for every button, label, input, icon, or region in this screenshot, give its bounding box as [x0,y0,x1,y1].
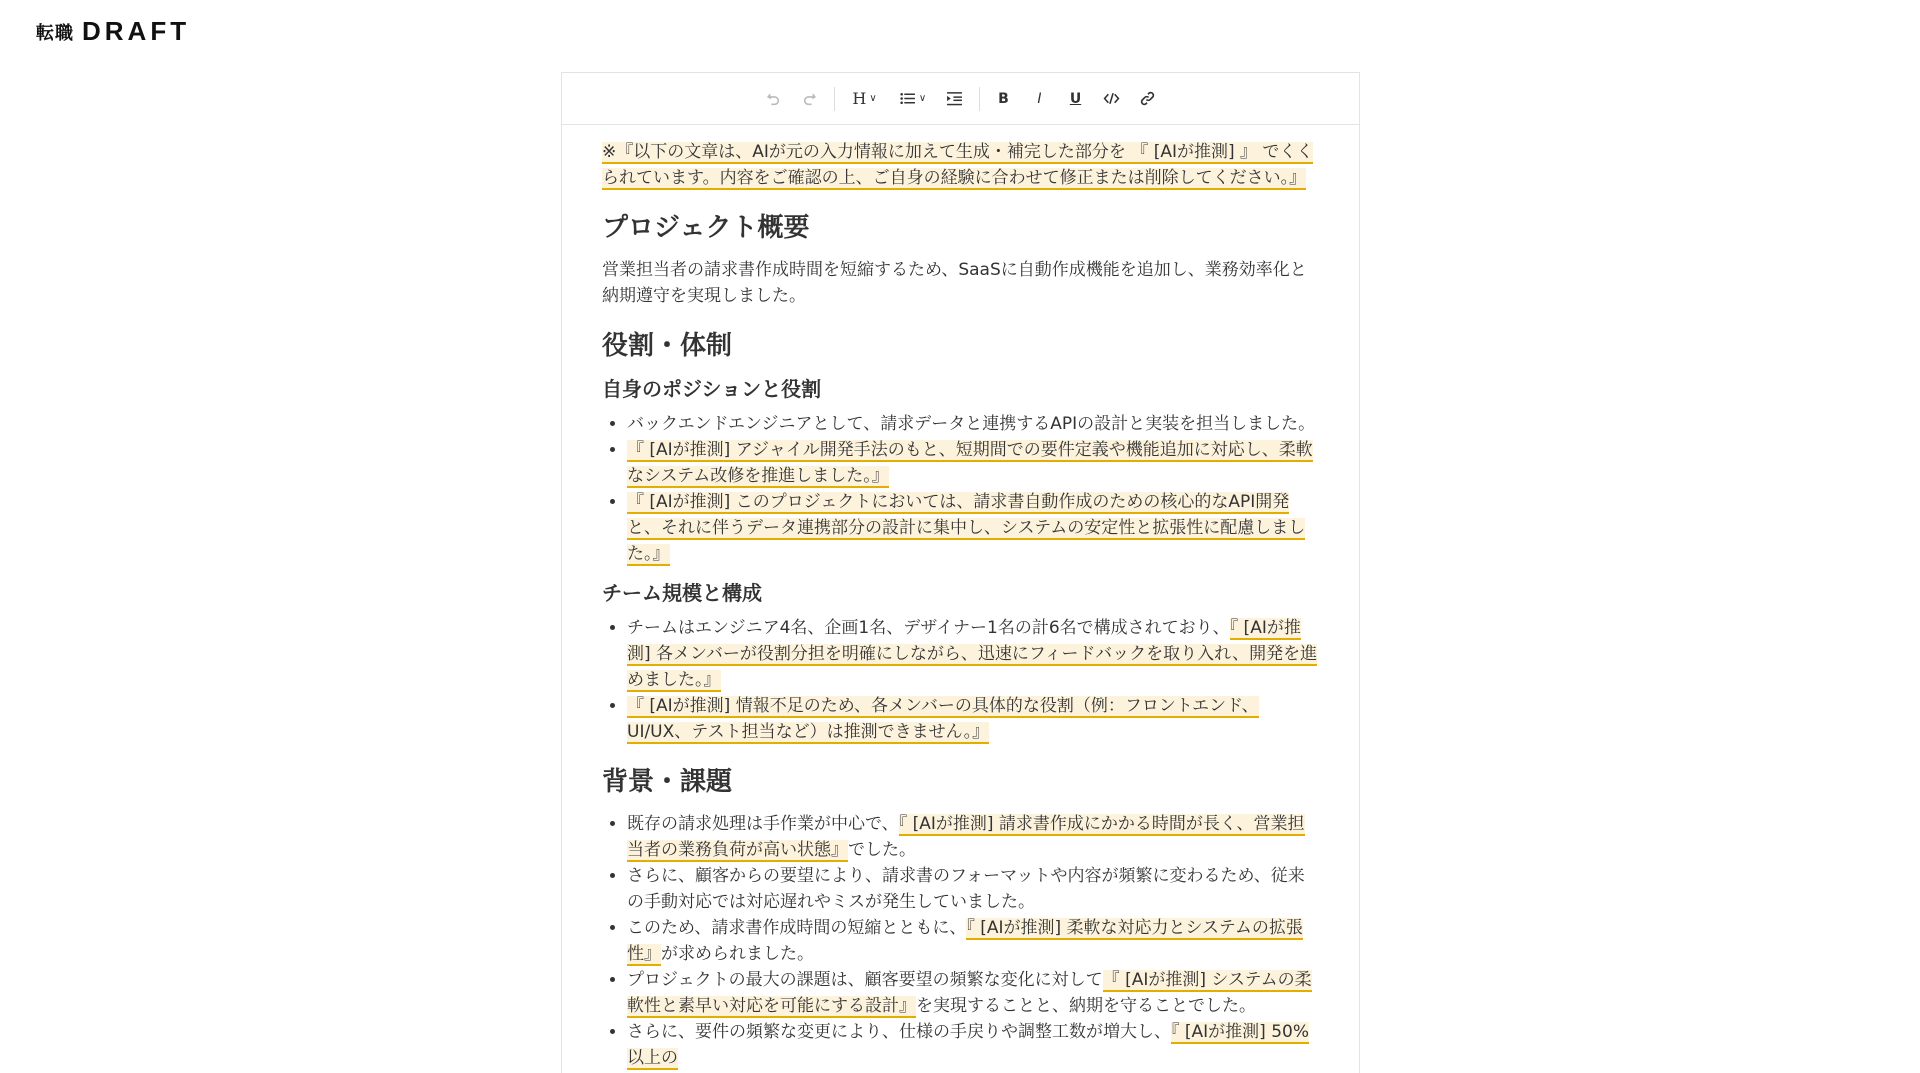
logo[interactable] [36,16,190,47]
link-icon [1139,90,1156,107]
item-text: 既存の請求処理は手作業が中心で、 [627,814,899,834]
editor-toolbar [562,73,1359,125]
list-item [627,811,1321,863]
link-button[interactable] [1130,84,1166,114]
list-item [627,863,1321,915]
rich-text-editor [561,72,1360,1073]
heading-dropdown[interactable] [841,84,889,114]
item-text: が求められました。 [661,944,814,964]
list-dropdown[interactable] [889,84,937,114]
subheading-team: チーム規模と構成 [602,581,762,605]
list-item [627,967,1321,1019]
code-button[interactable] [1094,84,1130,114]
ai-highlight: ※『以下の文章は、AIが元の入力情報に加えて生成・補完した部分を 『 [AIが推測] 』 でくくられています。内容をご確認の上、ご自身の経験に合わせて修正または削除してください。』 [602,142,1314,188]
item-text: チームはエンジニア4名、企画1名、デザイナー1名の計6名で構成されており、 [627,618,1230,638]
section-heading-background: 背景・課題 [602,767,733,797]
chevron-down-icon: ∨ [918,93,927,104]
list-item [627,489,1321,567]
ai-highlight: 『 [AIが推測] 情報不足のため、各メンバーの具体的な役割（例：フロントエンド、UI/UX、テスト担当など）は推測できません。』 [627,696,1259,742]
code-icon [1103,90,1120,107]
subheading-position: 自身のポジションと役割 [602,377,822,401]
ai-notice [602,139,1321,191]
bold-button[interactable] [986,84,1022,114]
item-text: バックエンドエンジニアとして、請求データと連携するAPIの設計と実装を担当しました。 [627,414,1316,434]
background-list [602,811,1321,1071]
ai-highlight: 『 [AIが推測] システムの柔軟性と素早い対応を可能にする設計』 [627,970,1312,1016]
redo-button[interactable] [792,84,828,114]
list-item [627,437,1321,489]
bold-icon: B [998,90,1009,107]
toolbar-divider [979,87,980,111]
ai-highlight: 『 [AIが推測] アジャイル開発手法のもと、短期間での要件定義や機能追加に対応し、柔軟なシステム改修を推進しました。』 [627,440,1313,486]
toolbar-divider [834,87,835,111]
logo-jp: 転職 [36,22,74,44]
underline-button[interactable] [1058,84,1094,114]
position-list [602,411,1321,567]
ai-highlight: 『 [AIが推測] このプロジェクトにおいては、請求書自動作成のための核心的なAPI開発と、それに伴うデータ連携部分の設計に集中し、システムの安定性と拡張性に配慮しました。』 [627,492,1306,564]
bullet-list-icon [899,90,916,107]
item-text: このため、請求書作成時間の短縮とともに、 [627,918,967,938]
list-item [627,615,1321,693]
ai-highlight: 『 [AIが推測] 50%以上の [627,1022,1310,1068]
item-text: でした。 [848,840,916,860]
list-item [627,1019,1321,1071]
italic-icon: I [1037,90,1042,107]
section-heading-overview: プロジェクト概要 [602,213,810,243]
overview-text: 営業担当者の請求書作成時間を短縮するため、SaaSに自動作成機能を追加し、業務効率化と納期遵守を実現しました。 [602,260,1307,306]
italic-button[interactable] [1022,84,1058,114]
logo-en: DRAFT [82,16,191,46]
item-text: を実現することと、納期を守ることでした。 [916,996,1256,1016]
section-heading-roles: 役割・体制 [602,331,733,361]
item-text: さらに、顧客からの要望により、請求書のフォーマットや内容が頻繁に変わるため、従来の手動対応では対応遅れやミスが発生していました。 [627,866,1305,912]
indent-icon [946,90,963,107]
heading-icon: H [852,89,867,108]
chevron-down-icon: ∨ [869,93,877,104]
list-item [627,693,1321,745]
editor-content[interactable] [562,125,1359,1071]
team-list [602,615,1321,745]
ai-highlight: 『 [AIが推測] 請求書作成にかかる時間が長く、営業担当者の業務負荷が高い状態』 [627,814,1305,860]
indent-button[interactable] [937,84,973,114]
ai-highlight: 『 [AIが推測] 各メンバーが役割分担を明確にしながら、迅速にフィードバックを取り入れ、開発を進めました。』 [627,618,1318,690]
ai-highlight: 『 [AIが推測] 柔軟な対応力とシステムの拡張性』 [627,918,1303,964]
item-text: さらに、要件の頻繁な変更により、仕様の手戻りや調整工数が増大し、 [627,1022,1171,1042]
item-text: プロジェクトの最大の課題は、顧客要望の頻繁な変化に対して [627,970,1103,990]
undo-button[interactable] [756,84,792,114]
undo-icon [765,90,782,107]
list-item [627,915,1321,967]
list-item [627,411,1321,437]
redo-icon [801,90,818,107]
underline-icon: U [1069,90,1082,107]
